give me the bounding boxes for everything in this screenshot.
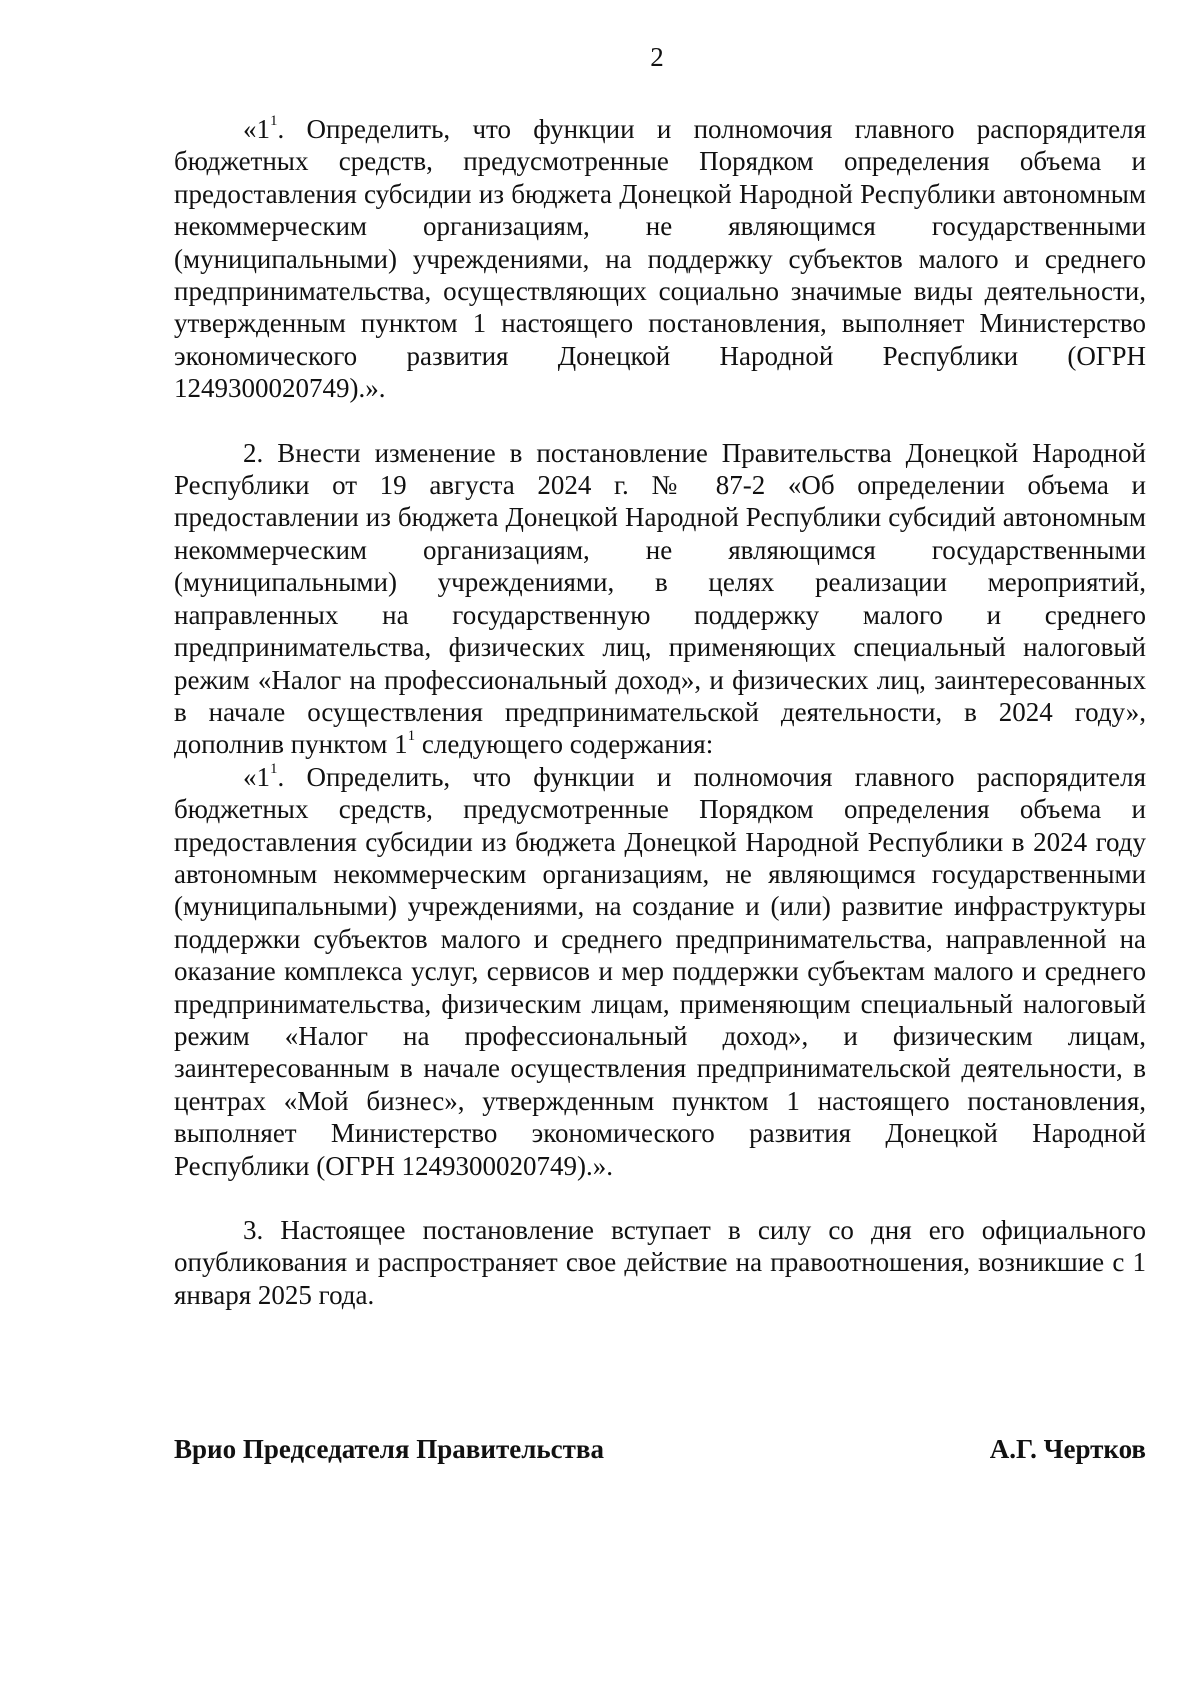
paragraph-1-1-amendment-second — [174, 761, 1146, 1182]
item-open: «1 — [243, 761, 270, 792]
signatory-name: А.Г. Чертков — [989, 1434, 1146, 1464]
paragraph-gap — [174, 405, 1146, 437]
paragraph-tail: следующего содержания: — [415, 729, 714, 760]
paragraph-text: . Определить, что функции и полномочия главного распорядителя бюджетных средств, предусмотренные Порядком определения объема и предоставления субсидии из бюджета Донецкой Народной Республики автономным некоммерческим организациям, не являющимся государственными (муниципальными) учреждениями, на поддержку субъектов малого и среднего предпринимательства, осуществляющих социально значимые виды деятельности, утвержденным пунктом 1 настоящего постановления, выполняет Министерство экономического развития Донецкой Народной Республики (ОГРН 1249300020749).». — [174, 114, 1146, 404]
page-number: 2 — [650, 42, 664, 72]
item-open: «1 — [243, 114, 270, 144]
paragraph-text: . Определить, что функции и полномочия главного распорядителя бюджетных средств, предусмотренные Порядком определения объема и предоставления субсидии из бюджета Донецкой Народной Республики в 2024 году автономным некоммерческим организациям, не являющимся государственными (муниципальными) учреждениями, на создание и (или) развитие инфраструктуры поддержки субъектов малого и среднего предпринимательства, направленной на оказание комплекса услуг, сервисов и мер поддержки субъектам малого и среднего предпринимательства, физическим лицам, применяющим специальный налоговый режим «Налог на профессиональный доход», и физическим лицам, заинтересованным в начале осуществления предпринимательской деятельности, в центрах «Мой бизнес», утвержденным пунктом 1 настоящего постановления, выполняет Министерство экономического развития Донецкой Народной Республики (ОГРН 1249300020749).». — [174, 761, 1146, 1181]
document-body — [174, 113, 1146, 1311]
signature-block — [174, 1433, 1146, 1467]
signatory-position: Врио Председателя Правительства — [174, 1434, 604, 1464]
paragraph-text: 2. Внести изменение в постановление Правительства Донецкой Народной Республики от 19 августа 2024 г. № 87-2 «Об определении объема и предоставлении из бюджета Донецкой Народной Республики субсидий автономным некоммерческим организациям, не являющимся государственными (муниципальными) учреждениями, в целях реализации мероприятий, направленных на государственную поддержку малого и среднего предпринимательства, физических лиц, применяющих специальный налоговый режим «Налог на профессиональный доход», и физических лиц, заинтересованных в начале осуществления предпринимательской деятельности, в 2024 году», дополнив пунктом 1 — [174, 437, 1146, 760]
item-superscript: 1 — [270, 760, 278, 777]
item-superscript: 1 — [407, 728, 416, 745]
paragraph-3 — [174, 1214, 1146, 1311]
paragraph-gap — [174, 1182, 1146, 1214]
paragraph-1-1-amendment — [174, 113, 1146, 405]
paragraph-2 — [174, 437, 1146, 761]
paragraph-text: 3. Настоящее постановление вступает в силу со дня его официального опубликования и распространяет свое действие на правоотношения, возникшие с 1 января 2025 года. — [174, 1215, 1146, 1310]
item-superscript: 1 — [270, 113, 278, 129]
